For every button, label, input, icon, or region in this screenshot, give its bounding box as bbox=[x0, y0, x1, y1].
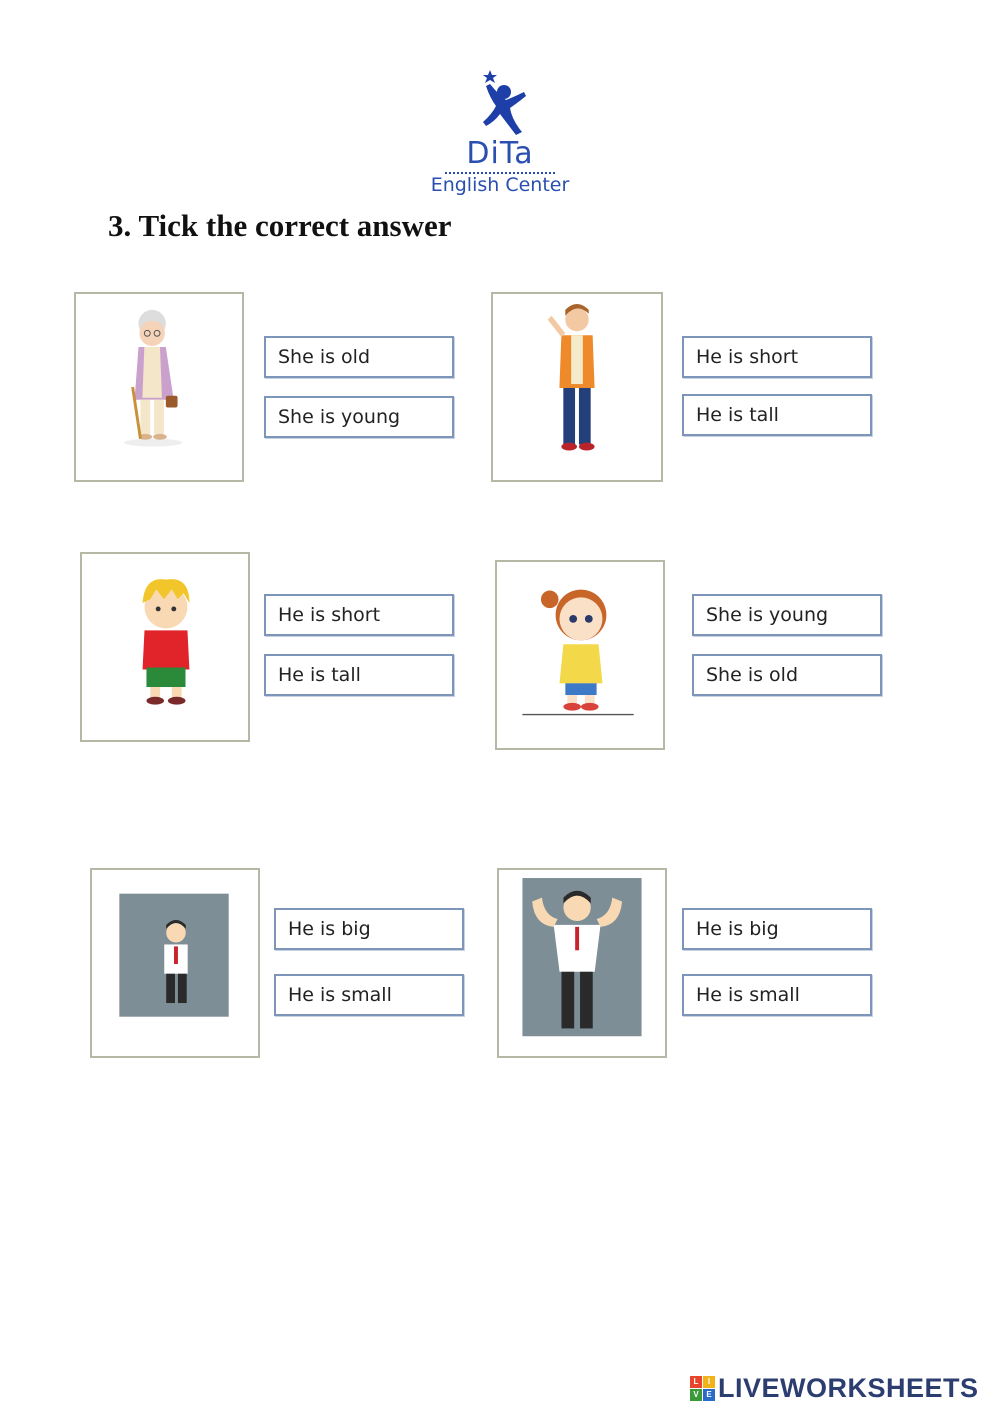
picture-short-boy bbox=[80, 552, 250, 742]
picture-tall-boy bbox=[491, 292, 663, 482]
option-he-is-short[interactable]: He is short bbox=[682, 336, 872, 378]
footer-brand-text: LIVEWORKSHEETS bbox=[718, 1372, 979, 1403]
option-she-is-old[interactable]: She is old bbox=[692, 654, 882, 696]
logo-subtitle: English Center bbox=[430, 174, 570, 196]
liveworksheets-brand bbox=[690, 1373, 979, 1403]
short-boy-illustration bbox=[82, 554, 248, 740]
option-he-is-small[interactable]: He is small bbox=[682, 974, 872, 1016]
option-she-is-young[interactable]: She is young bbox=[692, 594, 882, 636]
logo-name: DiTa bbox=[466, 136, 534, 171]
exercise-heading: 3. Tick the correct answer bbox=[108, 208, 452, 243]
picture-young-girl bbox=[495, 560, 665, 750]
picture-big-man bbox=[497, 868, 667, 1058]
option-he-is-tall[interactable]: He is tall bbox=[682, 394, 872, 436]
small-man-illustration bbox=[92, 870, 258, 1056]
option-he-is-short[interactable]: He is short bbox=[264, 594, 454, 636]
option-he-is-big[interactable]: He is big bbox=[274, 908, 464, 950]
old-woman-illustration bbox=[76, 294, 242, 480]
tall-boy-illustration bbox=[493, 294, 661, 480]
picture-small-man bbox=[90, 868, 260, 1058]
option-he-is-tall[interactable]: He is tall bbox=[264, 654, 454, 696]
dita-logo bbox=[420, 62, 580, 202]
option-he-is-small[interactable]: He is small bbox=[274, 974, 464, 1016]
logo-figure-icon bbox=[420, 62, 580, 137]
option-she-is-young[interactable]: She is young bbox=[264, 396, 454, 438]
option-he-is-big[interactable]: He is big bbox=[682, 908, 872, 950]
option-she-is-old[interactable]: She is old bbox=[264, 336, 454, 378]
liveworksheets-logo-icon: L I V E bbox=[690, 1376, 715, 1401]
picture-old-woman bbox=[74, 292, 244, 482]
young-girl-illustration bbox=[497, 562, 663, 748]
big-man-illustration bbox=[499, 870, 665, 1056]
